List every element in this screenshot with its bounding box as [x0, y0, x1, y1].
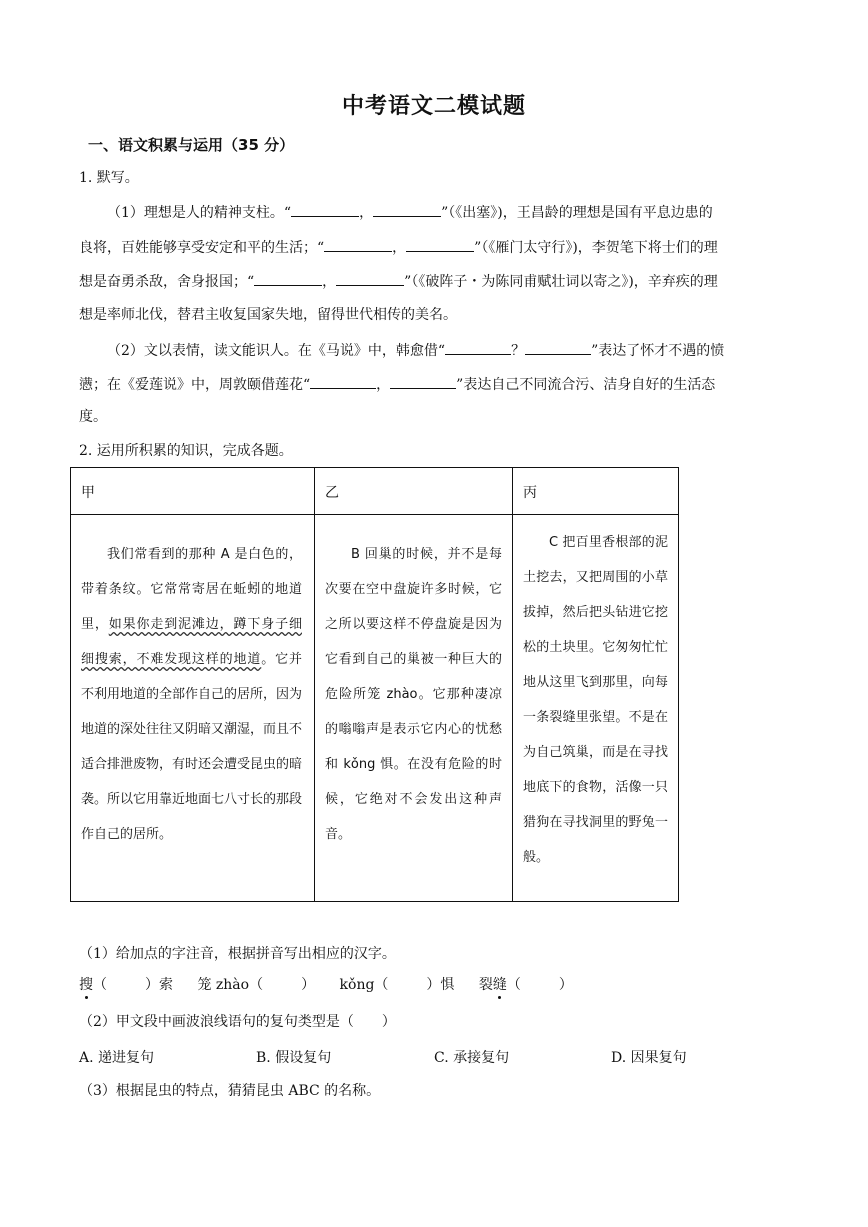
q1-part1-line1 [107, 201, 713, 223]
q1-part2-line3: 度。 [79, 409, 107, 425]
sub-question-3-stem: （3）根据昆虫的特点，猜猜昆虫 ABC 的名称。 [79, 1083, 381, 1099]
dotted-character: 搜 [79, 977, 93, 993]
header-label: 乙 [325, 485, 339, 501]
answer-blank[interactable] [254, 270, 322, 286]
item-long-zhao [197, 975, 315, 995]
text-segment: ） [301, 977, 316, 993]
text-segment: ） [558, 977, 573, 993]
sub-question-1-stem: （1）给加点的字注音，根据拼音写出相应的汉字。 [79, 946, 396, 962]
question-2-stem: 2. 运用所积累的知识，完成各题。 [79, 443, 293, 459]
text-segment: 想是奋勇杀敌，舍身报国；“ [79, 274, 255, 290]
answer-blank[interactable] [336, 270, 404, 286]
q1-part1-line3 [79, 270, 718, 292]
text-segment: ）惧 [426, 977, 455, 993]
question-1-stem: 1. 默写。 [79, 170, 139, 186]
wavy-underlined-sentence: 如果你走到泥滩边，蹲下身子细细搜索，不难发现这样的地道 [81, 617, 302, 667]
item-lie-feng [479, 975, 573, 995]
column-header-yi [315, 468, 513, 515]
passage-jia [71, 515, 314, 852]
text-segment: ”（《出塞》)，王昌龄的理想是国有平息边患的 [441, 205, 713, 221]
answer-blank[interactable] [390, 373, 456, 389]
item-sou-suo: 搜（ ）索 [79, 977, 173, 993]
header-label: 甲 [81, 485, 95, 501]
section-heading: 一、语文积累与运用（35 分） [88, 136, 295, 154]
q1-part1-line2 [79, 236, 718, 258]
text-segment: ， [322, 274, 337, 290]
sub-question-2-stem: （2）甲文段中画波浪线语句的复句类型是（ ） [79, 1014, 396, 1030]
page-title: 中考语文二模试题 [341, 94, 526, 119]
text-segment: 。它并不利用地道的全部作自己的居所，因为地道的深处往往又阴暗又潮湿，而且不适合排泄废物，有时还会遭受昆虫的暗袭。所以它用靠近地面七八寸长的那段作自己的居所。 [81, 652, 303, 842]
passage-bing-cell [513, 515, 679, 902]
answer-blank[interactable] [291, 201, 359, 217]
answer-blank[interactable] [445, 339, 511, 355]
text-segment: ”表达自己不同流合污、洁身自好的生活态 [456, 377, 716, 393]
text-segment: ， [359, 205, 374, 221]
text-segment: （2）文以表情，读文能识人。在《马说》中，韩愈借“ [107, 343, 446, 359]
header-label: 丙 [523, 485, 537, 501]
text-segment: ）索 [145, 977, 173, 993]
passage-table [70, 467, 679, 902]
text-segment: ”（《破阵子・为陈同甫赋壮词以寄之》)，辛弃疾的理 [404, 274, 718, 290]
text-segment: 我们常看到的那种 A 是白色的，带着条纹。它常常寄居在蚯蚓的地道里， [81, 547, 302, 632]
text-segment: （1）理想是人的精神支柱。“ [107, 205, 292, 221]
text-segment: ”（《雁门太守行》)，李贺笔下将士们的理 [474, 240, 718, 256]
option-d[interactable]: D. 因果复句 [611, 1050, 687, 1066]
sub-question-1-items [79, 975, 593, 995]
answer-blank[interactable] [373, 201, 441, 217]
answer-blank[interactable] [324, 236, 392, 252]
answer-blank[interactable] [310, 373, 376, 389]
text-segment: 裂 [478, 977, 493, 993]
text-segment: 笼 zhào（ [197, 977, 264, 993]
column-header-bing [513, 468, 679, 515]
column-header-jia [71, 468, 315, 515]
q1-part2-line1 [107, 339, 724, 361]
text-segment: 懑；在《爱莲说》中，周敦颐借莲花“ [79, 377, 311, 393]
text-segment: （ [506, 977, 521, 993]
text-segment: ， [376, 377, 391, 393]
passage-yi-cell [315, 515, 513, 902]
text-segment: kǒng（ [339, 977, 389, 993]
option-a[interactable]: A. 递进复句 [79, 1050, 155, 1066]
passage-jia-cell [71, 515, 315, 902]
text-segment: ？ [511, 343, 526, 359]
answer-blank[interactable] [406, 236, 474, 252]
text-segment: ”表达了怀才不遇的愤 [591, 343, 725, 359]
passage-bing: C 把百里香根部的泥土挖去，又把周围的小草拔掉，然后把头钻进它挖松的土块里。它匆匆忙忙地从这里飞到那里，向每一条裂缝里张望。不是在为自己筑巢，而是在寻找地底下的食物，活像一只猎狗在寻找洞里的野兔一般。 [523, 535, 668, 865]
text-segment: 良将，百姓能够享受安定和平的生活；“ [79, 240, 325, 256]
q1-part1-line4: 想是率师北伐，替君主收复国家失地，留得世代相传的美名。 [79, 307, 457, 323]
answer-blank[interactable] [525, 339, 591, 355]
item-kong-ju [340, 975, 455, 995]
text-segment: ， [392, 240, 407, 256]
option-c[interactable]: C. 承接复句 [434, 1050, 510, 1066]
passage-yi: B 回巢的时候，并不是每次要在空中盘旋许多时候，它之所以要这样不停盘旋是因为它看到自己的巢被一种巨大的危险所笼 zhào。它那种凄凉的嗡嗡声是表示它内心的忧愁和 kǒng 惧。在没有危险的时候，它绝对不会发出这种声音。 [325, 547, 502, 842]
dotted-character: 缝 [492, 977, 507, 993]
option-b[interactable]: B. 假设复句 [256, 1050, 332, 1066]
q1-part2-line2 [79, 373, 715, 395]
